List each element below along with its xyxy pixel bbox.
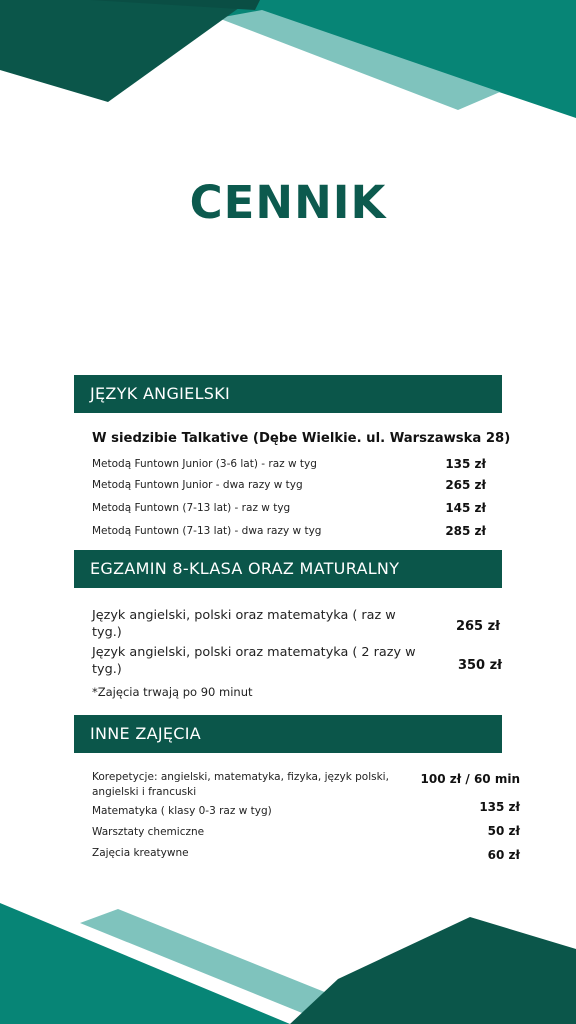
duration-note: *Zajęcia trwają po 90 minut — [92, 685, 253, 699]
price-row-label: Metodą Funtown (7-13 lat) - raz w tyg — [92, 502, 291, 514]
price-row-label: Zajęcia kreatywne — [92, 847, 189, 859]
price-row-value: 265 zł — [445, 478, 486, 492]
top-decoration — [0, 0, 576, 125]
price-row-value: 100 zł / 60 min — [420, 772, 520, 786]
price-row-value: 265 zł — [455, 619, 500, 634]
section-subheading-location: W siedzibie Talkative (Dębe Wielkie. ul. Warszawska 28) — [92, 431, 511, 446]
price-row-label: Metodą Funtown Junior - dwa razy w tyg — [92, 479, 303, 491]
price-row-value: 50 zł — [487, 824, 520, 838]
price-row-label: Korepetycje: angielski, matematyka, fizyka, język polski, angielski i francuski — [92, 771, 389, 798]
section-header-other-classes: INNE ZAJĘCIA — [74, 715, 502, 753]
price-row-value: 135 zł — [445, 457, 486, 471]
price-row-label: Matematyka ( klasy 0-3 raz w tyg) — [92, 805, 272, 817]
price-row-value: 350 zł — [457, 658, 502, 673]
price-row-label: Język angielski, polski oraz matematyka ( 2 razy w tyg.) — [92, 645, 416, 677]
top-dark-shape — [0, 0, 250, 102]
section-header-english: JĘZYK ANGIELSKI — [74, 375, 502, 413]
price-row-value: 285 zł — [445, 524, 486, 538]
price-row-label: Metodą Funtown (7-13 lat) - dwa razy w tyg — [92, 525, 322, 537]
price-row-label: Język angielski, polski oraz matematyka ( raz w tyg.) — [92, 608, 396, 640]
price-row-value: 135 zł — [479, 800, 520, 814]
price-row-label: Warsztaty chemiczne — [92, 826, 205, 838]
section-header-exams: EGZAMIN 8-KLASA ORAZ MATURALNY — [74, 550, 502, 588]
bottom-decoration — [0, 899, 576, 1024]
price-row-value: 60 zł — [487, 848, 520, 862]
price-row-label: Metodą Funtown Junior (3-6 lat) - raz w tyg — [92, 458, 317, 470]
price-row-value: 145 zł — [445, 501, 486, 515]
page-title: CENNIK — [189, 176, 387, 229]
bottom-dark-shape — [290, 917, 576, 1024]
